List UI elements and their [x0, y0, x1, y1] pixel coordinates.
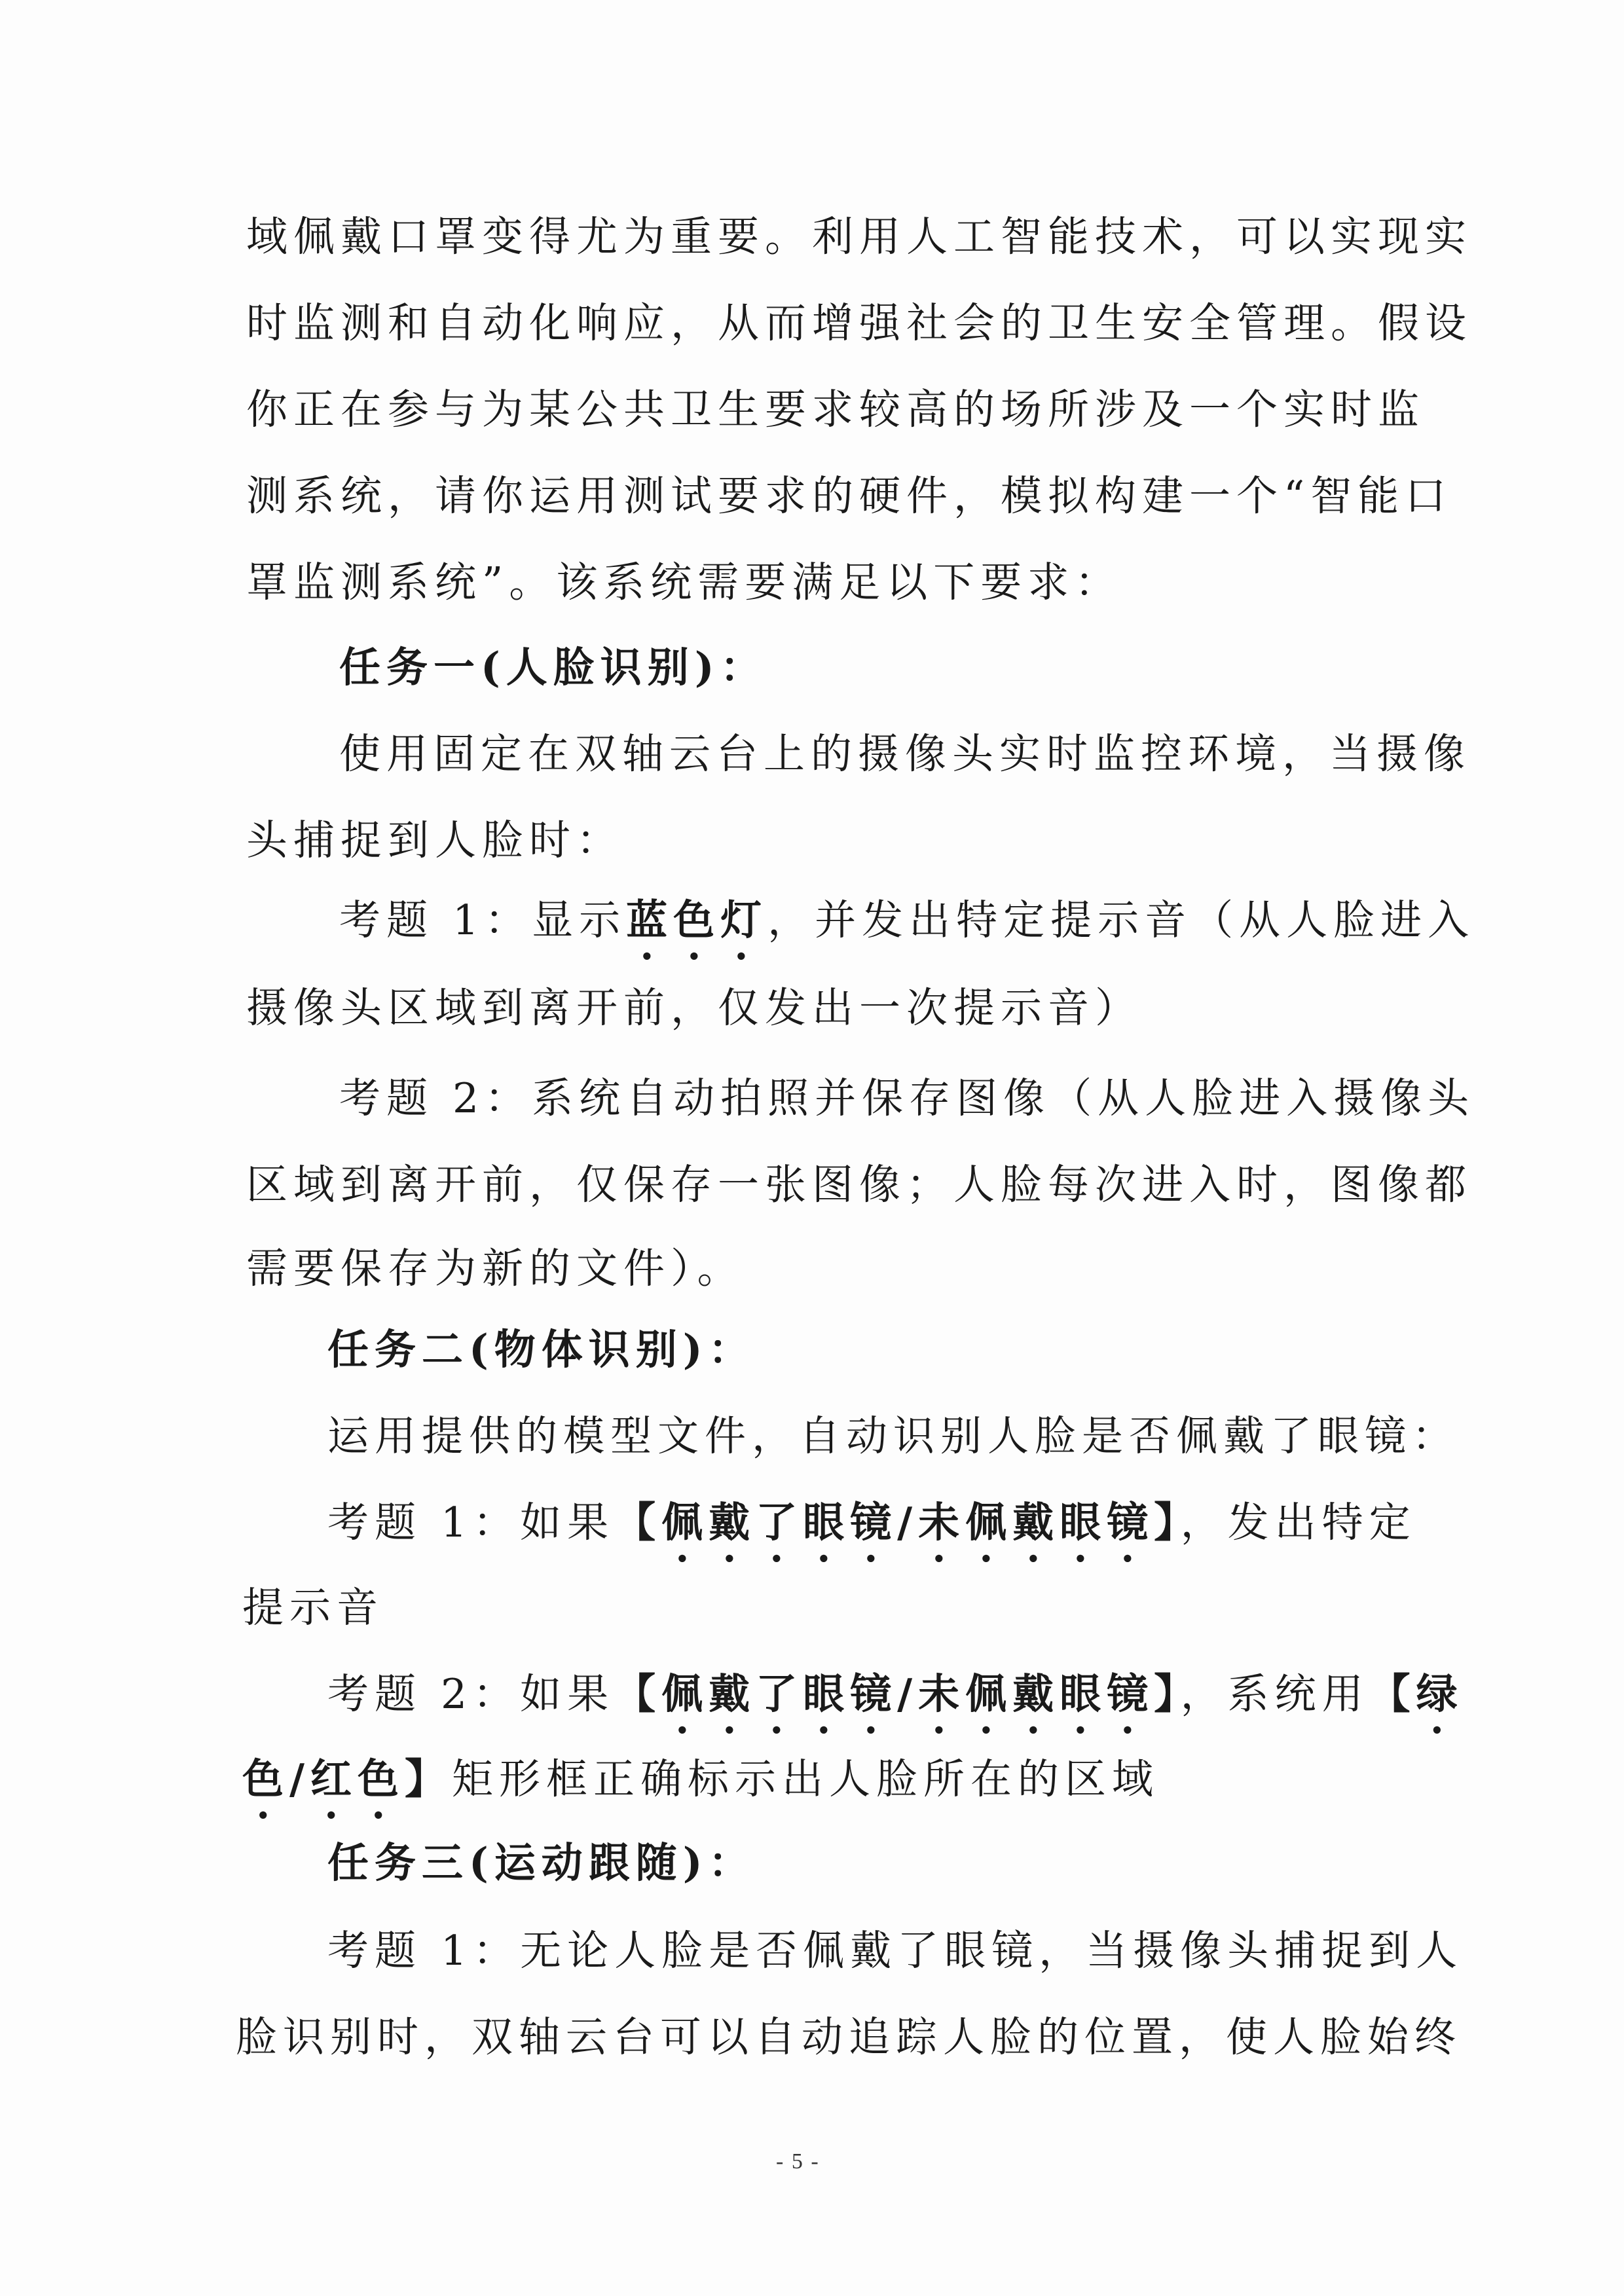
paragraph-line: 罩监测系统”。该系统需要满足以下要求：	[246, 558, 1122, 606]
task1-question2-line: 考题 2：系统自动拍照并保存图像（从人脸进入摄像头	[339, 1074, 1475, 1122]
task2-question2-line2	[242, 1755, 1159, 1828]
emphasis-glasses-option: 【佩戴了眼镜/未佩戴眼镜】	[614, 1498, 1181, 1546]
task1-question1-line	[339, 896, 1475, 969]
question-text: 矩形框正确标示出人脸所在的区域	[452, 1755, 1160, 1803]
question-text: ，系统用	[1180, 1670, 1369, 1718]
emphasis-glasses-option: 【佩戴了眼镜/未佩戴眼镜】	[614, 1669, 1181, 1718]
task2-question1-line	[327, 1498, 1416, 1571]
paragraph-line: 头捕捉到人脸时：	[246, 816, 623, 864]
paragraph-line: 测系统，请你运用测试要求的硬件，模拟构建一个“智能口	[246, 472, 1452, 520]
paragraph-line: 域佩戴口罩变得尤为重要。利用人工智能技术，可以实现实	[246, 213, 1472, 261]
question-prefix: 考题 2：如果	[327, 1670, 615, 1718]
paragraph-line: 摄像头区域到离开前，仅发出一次提示音）	[246, 984, 1142, 1032]
paragraph-line: 提示音	[242, 1584, 384, 1631]
paragraph-line: 使用固定在双轴云台上的摄像头实时监控环境，当摄像	[339, 730, 1471, 778]
task3-heading: 任务三(运动跟随)：	[327, 1838, 756, 1887]
paragraph-line: 区域到离开前，仅保存一张图像；人脸每次进入时，图像都	[246, 1161, 1472, 1209]
question-text: ，并发出特定提示音（从人脸进入	[767, 896, 1475, 944]
emphasis-color-option: 色/红色】	[242, 1755, 452, 1803]
paragraph-line: 脸识别时，双轴云台可以自动追踪人脸的位置，使人脸始终	[236, 2013, 1462, 2061]
question-text: ，发出特定	[1180, 1499, 1416, 1546]
question-prefix: 考题 1：显示	[339, 896, 627, 944]
paragraph-line: 需要保存为新的文件）。	[246, 1245, 745, 1292]
paragraph-line: 运用提供的模型文件，自动识别人脸是否佩戴了眼镜：	[327, 1412, 1459, 1460]
task3-question1-line: 考题 1：无论人脸是否佩戴了眼镜，当摄像头捕捉到人	[327, 1927, 1464, 1975]
emphasis-blue-light: 蓝色灯	[626, 896, 768, 944]
question-prefix: 考题 1：如果	[327, 1499, 615, 1546]
paragraph-line: 时监测和自动化响应，从而增强社会的卫生安全管理。假设	[246, 299, 1472, 347]
task1-heading: 任务一(人脸识别)：	[339, 643, 767, 691]
paragraph-line: 你正在参与为某公共卫生要求较高的场所涉及一个实时监	[246, 386, 1425, 433]
task2-heading: 任务二(物体识别)：	[327, 1325, 756, 1374]
emphasis-color-option: 【绿	[1369, 1669, 1464, 1718]
page-number: - 5 -	[776, 2149, 820, 2174]
task2-question2-line	[327, 1669, 1464, 1743]
